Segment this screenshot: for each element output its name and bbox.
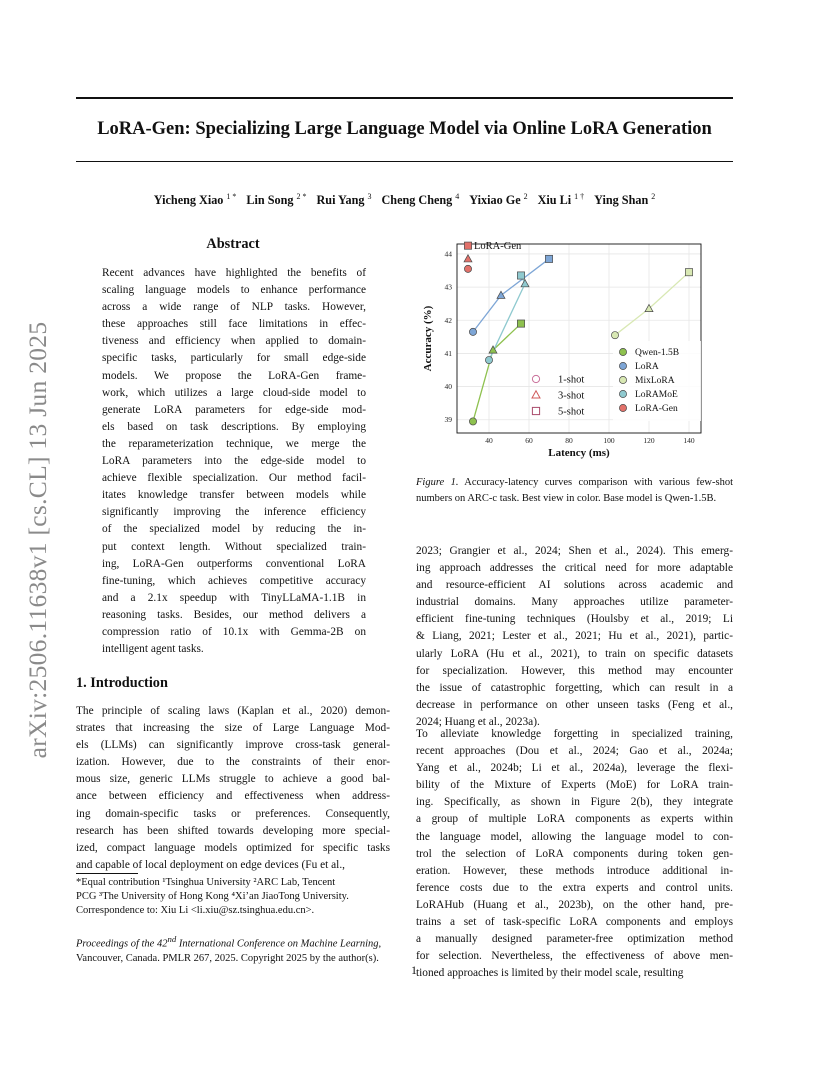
y-tick-label: 39	[444, 415, 452, 425]
x-axis-label: Latency (ms)	[548, 447, 610, 459]
text-line: tioned approaches is limited by their model scale, resulting	[416, 967, 684, 980]
introduction-body	[76, 703, 390, 874]
text-line: tiveness and efficiency when applied to domain-	[102, 335, 366, 348]
text-line: the reparameterization technique, we merge the	[102, 437, 366, 450]
series-line	[473, 259, 549, 332]
text-line: decrease in performance on other unseen tasks (Feng et al.,	[416, 698, 733, 711]
legend-label: LoRAMoE	[635, 390, 678, 400]
figure-label: Figure 1.	[416, 477, 459, 488]
title-bottom-rule	[76, 161, 733, 162]
author	[381, 193, 459, 207]
text-line: specific tasks, particularly for small edge-side	[102, 352, 366, 365]
text-line: ized, compact language models optimized for specific tasks	[76, 841, 390, 854]
text-line: eration. However, these methods introduce additional in-	[416, 864, 733, 877]
text-line: reasoning tasks. Besides, our method delivers a	[102, 608, 366, 621]
proceedings-sup: nd	[167, 934, 177, 944]
arxiv-watermark	[18, 305, 58, 775]
text-line: ing, LoRA-Gen outperforms conventional LoRA	[102, 557, 366, 570]
figure-caption	[416, 475, 733, 506]
text-line: ference costs due to the extra experts and control units.	[416, 881, 733, 894]
text-line: models. We propose the LoRA-Gen frame-	[102, 369, 366, 382]
author-affiliation: 1 †	[574, 192, 585, 201]
author-name: Xiu Li	[537, 193, 572, 208]
shot-legend-marker	[532, 391, 540, 398]
text-line: els (LLMs) can significantly improve cross-task general-	[76, 739, 390, 752]
x-tick-label: 80	[565, 436, 573, 445]
abstract-body	[102, 265, 366, 658]
legend-label: LoRA	[635, 362, 659, 372]
series-line	[473, 324, 521, 422]
paper-title: LoRA-Gen: Specializing Large Language Model via Online LoRA Generation	[97, 119, 712, 139]
data-point	[517, 272, 524, 279]
legend-marker	[619, 362, 626, 369]
author-affiliation: 4	[455, 192, 460, 201]
text-line: bility of the Mixture of Experts (MoE) for LoRA train-	[416, 779, 733, 792]
data-point	[485, 356, 492, 363]
introduction-heading: 1. Introduction	[76, 675, 168, 691]
x-tick-label: 120	[643, 436, 655, 445]
y-tick-label: 40	[444, 382, 452, 392]
text-line: & Liang, 2021; Lester et al., 2021; Hu et al., 2021), partic-	[416, 630, 733, 643]
text-line: ance between efficiency and effectiveness when address-	[76, 790, 390, 803]
y-tick-label: 43	[444, 282, 452, 292]
text-line: ularly LoRA (Hu et al., 2021), to train on specific datasets	[416, 647, 733, 660]
author	[317, 193, 372, 207]
page-number: 1	[411, 963, 417, 977]
author	[246, 193, 306, 207]
author	[594, 193, 655, 207]
author-name: Lin Song	[246, 193, 294, 208]
shot-legend-label: 1-shot	[558, 374, 585, 386]
y-tick-label: 42	[444, 315, 452, 325]
text-line: a group of multiple LoRA components as experts within	[416, 813, 733, 826]
legend-label: LoRA-Gen	[635, 404, 678, 414]
author-list	[76, 192, 733, 208]
shot-legend-marker	[532, 375, 539, 382]
text-line: trol the selection of LoRA components during token gen-	[416, 847, 733, 860]
arxiv-id: arXiv:2506.11638v1 [cs.CL] 13 Jun 2025	[23, 321, 52, 759]
footnote-rule	[76, 873, 138, 874]
text-line: strates that increasing the size of Large Language Mod-	[76, 722, 390, 735]
legend-marker	[619, 390, 626, 397]
text-line: scaling language models to enhance performance	[102, 284, 366, 297]
legend-label: Qwen-1.5B	[635, 348, 680, 358]
chart-annotation: LoRA-Gen	[474, 241, 522, 253]
legend-marker	[619, 348, 626, 355]
data-point	[469, 328, 476, 335]
data-point	[464, 255, 472, 262]
author	[538, 193, 585, 207]
text-line: intelligent agent tasks.	[102, 643, 204, 656]
author	[154, 193, 237, 207]
text-line: work, which utilizes a large cloud-side model to	[102, 386, 366, 399]
author-affiliation: 3	[367, 192, 372, 201]
text-line: trains a set of task-specific LoRA components and employs	[416, 916, 733, 929]
legend-marker	[619, 404, 626, 411]
text-line: for specialization. However, this method may encounter	[416, 664, 733, 677]
y-tick-label: 41	[444, 348, 452, 358]
series-line	[615, 272, 689, 335]
text-line: 2024; Huang et al., 2023a).	[416, 715, 540, 728]
x-tick-label: 100	[603, 436, 615, 445]
y-tick-label: 44	[444, 249, 452, 259]
text-line: put context length. Without specialized train-	[102, 540, 366, 553]
text-line: significantly improving the inference efficiency	[102, 506, 366, 519]
author-name: Cheng Cheng	[381, 193, 453, 208]
text-line: for selection. Nevertheless, the effectiveness of above men-	[416, 950, 733, 963]
text-line: ing domain-specific tasks or preferences. Consequently,	[76, 807, 390, 820]
right-column-paragraph-1	[416, 543, 733, 731]
x-tick-label: 140	[683, 436, 695, 445]
text-line: and resource-efficient AI solutions across academic and	[416, 579, 733, 592]
data-point	[497, 291, 505, 298]
shot-legend-marker	[532, 407, 539, 414]
text-line: compression ratio of 10.1x with Gemma-2B on	[102, 625, 366, 638]
data-point	[521, 280, 529, 287]
text-line: these approaches still face limitations in effec-	[102, 318, 366, 331]
x-tick-label: 40	[485, 436, 493, 445]
text-line: the issue of catastrophic forgetting, which can result in a	[416, 681, 733, 694]
accuracy-latency-chart	[415, 238, 733, 463]
data-point	[517, 320, 524, 327]
text-line: across a wide range of NLP tasks. However,	[102, 301, 366, 314]
x-tick-label: 60	[525, 436, 533, 445]
data-point	[464, 242, 471, 249]
text-line: Recent advances have highlighted the benefits of	[102, 267, 366, 279]
proceedings-venue: Proceedings of the 42	[76, 938, 168, 950]
footnote-line: *Equal contribution ¹Tsinghua University ²ARC Lab, Tencent	[76, 877, 336, 888]
footnote-line: Correspondence to: Xiu Li <li.xiu@sz.tsinghua.edu.cn>.	[76, 905, 315, 917]
text-line: itates knowledge transfer between models while	[102, 489, 366, 502]
footnote-line: PCG ³The University of Hong Kong ⁴Xi’an JiaoTong University.	[76, 891, 349, 903]
author-name: Ying Shan	[594, 193, 649, 208]
legend-marker	[619, 376, 626, 383]
legend-label: MixLoRA	[635, 376, 675, 386]
text-line: ization. However, due to the constraints of their enor-	[76, 756, 390, 769]
text-line: and capable of local deployment on edge devices (Fu et al.,	[76, 858, 345, 871]
data-point	[469, 418, 476, 425]
text-line: els based on task descriptions. By employing	[102, 420, 366, 433]
text-line: To alleviate knowledge forgetting in specialized training,	[416, 728, 733, 740]
text-line: LoRAHub (Huang et al., 2023b), on the other hand, pre-	[416, 898, 733, 911]
footnote	[76, 876, 390, 919]
author-name: Yicheng Xiao	[153, 193, 224, 208]
right-column-paragraph-2	[416, 726, 733, 982]
series-line	[489, 276, 525, 361]
author-name: Yixiao Ge	[469, 193, 521, 208]
y-axis-label: Accuracy (%)	[422, 305, 434, 372]
text-line: recent approaches (Dou et al., 2024; Gao et al., 2024a;	[416, 745, 733, 758]
abstract-heading: Abstract	[206, 236, 260, 252]
author-affiliation: 2	[523, 192, 528, 201]
text-line: efficient fine-tuning techniques (Houlsby et al., 2019; Li	[416, 613, 733, 626]
author-affiliation: 2	[651, 192, 656, 201]
text-line: and a 2.1x speedup with TinyLLaMA-1.1B in	[102, 591, 366, 604]
text-line: a manually designed parameter-free optimization method	[416, 933, 733, 946]
data-point	[611, 332, 618, 339]
text-line: industrial domains. Many approaches utilize parameter-	[416, 596, 733, 609]
text-line: research has been shifted towards developing more special-	[76, 824, 390, 837]
proceedings-copyright: , Vancouver, Canada. PMLR 267, 2025. Copyright 2025 by the author(s).	[76, 938, 382, 964]
top-rule	[76, 97, 733, 99]
author	[469, 193, 527, 207]
data-point	[464, 265, 471, 272]
text-line: ing approach addresses the critical need for more adaptable	[416, 562, 733, 575]
data-point	[685, 269, 692, 276]
proceedings-note	[76, 932, 390, 966]
shot-legend-label: 5-shot	[558, 406, 585, 418]
text-line: LoRA parameters into the edge-side model to	[102, 455, 366, 468]
text-line: achieve flexible specialization. Our method facil-	[102, 472, 366, 485]
proceedings-conference: International Conference on Machine Learning	[176, 938, 379, 950]
text-line: fine-tuning, which achieves competitive accuracy	[102, 574, 366, 587]
text-line: Yang et al., 2024b; Li et al., 2024a), leverage the flexi-	[416, 762, 733, 775]
author-affiliation: 1 *	[226, 192, 237, 201]
figure-1	[415, 238, 733, 463]
text-line: the language model, allowing the language model to con-	[416, 830, 733, 843]
shot-legend-label: 3-shot	[558, 390, 585, 402]
author-name: Rui Yang	[316, 193, 365, 208]
figure-caption-text: Accuracy-latency curves comparison with various few-shot numbers on ARC-c task. Best view in color. Base model is Qwen-1.5B.	[416, 477, 733, 504]
text-line: ing. Specifically, as shown in Figure 2(b), they integrate	[416, 796, 733, 809]
data-point	[545, 255, 552, 262]
text-line: mous size, generic LLMs struggle to achieve a good bal-	[76, 773, 390, 786]
text-line: of the specialized model by reducing the in-	[102, 523, 366, 536]
text-line: The principle of scaling laws (Kaplan et al., 2020) demon-	[76, 705, 390, 717]
author-affiliation: 2 *	[296, 192, 307, 201]
text-line: 2023; Grangier et al., 2024; Shen et al., 2024). This emerg-	[416, 545, 733, 557]
text-line: generate LoRA parameters for edge-side mod-	[102, 403, 366, 416]
